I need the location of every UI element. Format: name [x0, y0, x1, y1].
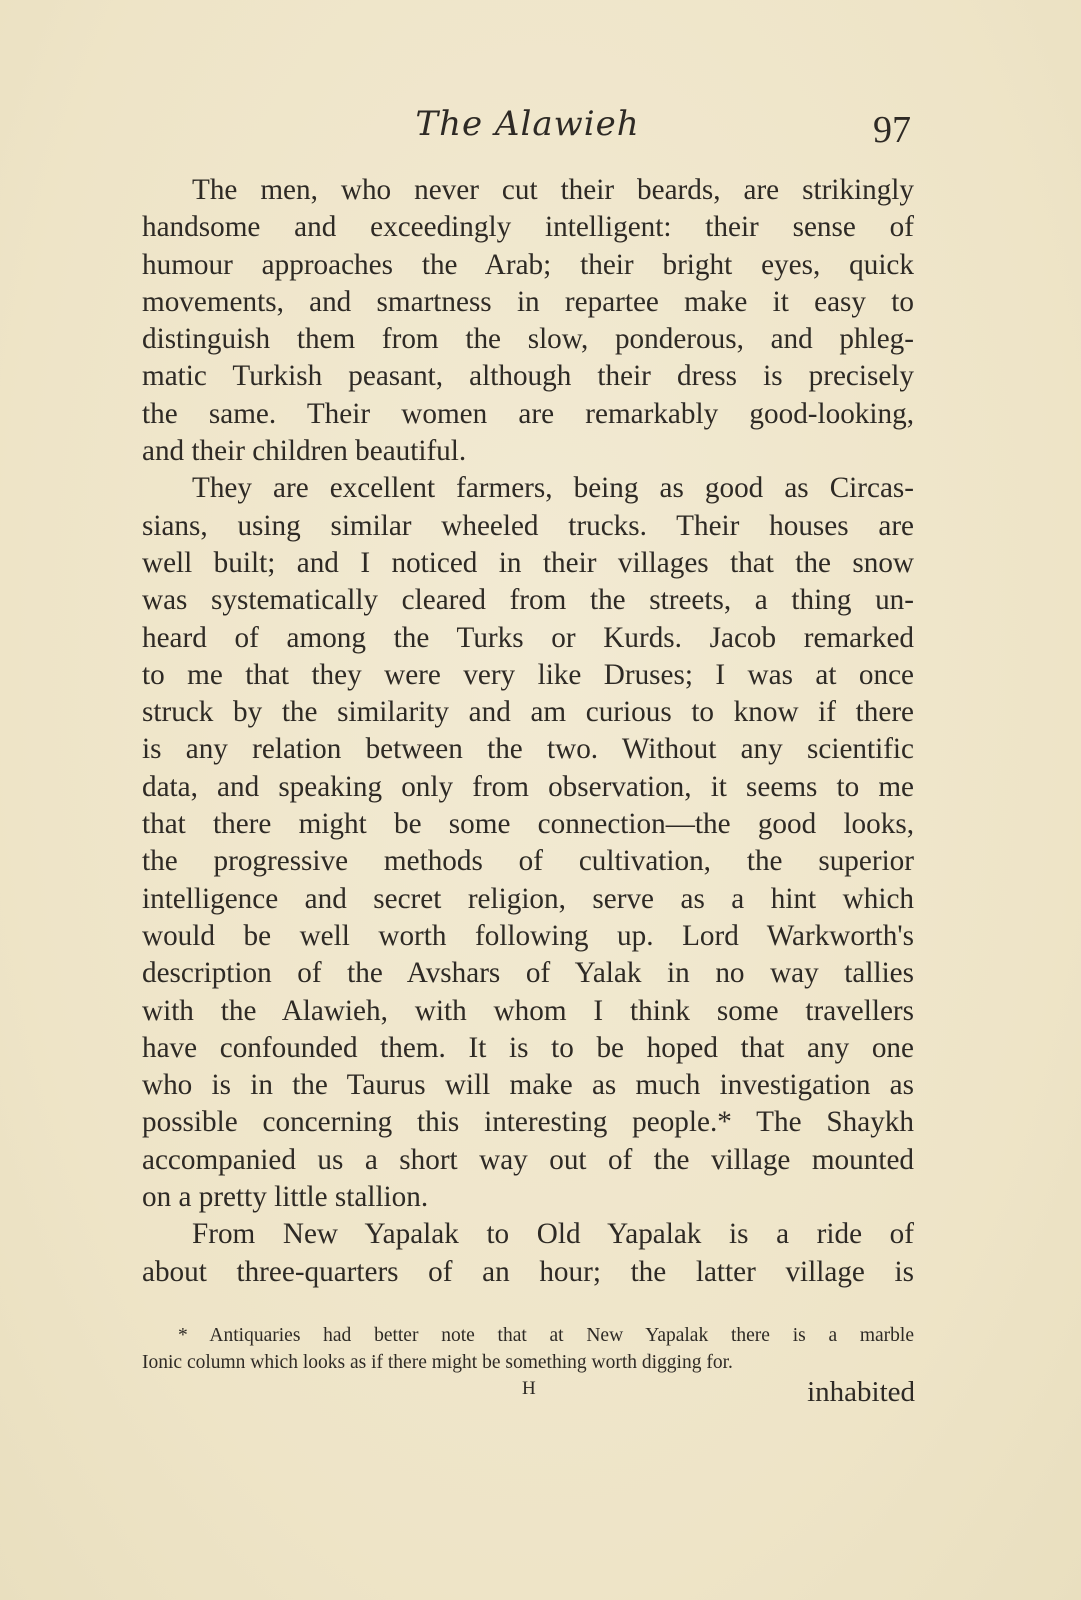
text-line: description of the Avshars of Yalak in no way tallies — [142, 957, 914, 990]
running-head — [140, 104, 915, 154]
text-line: would be well worth following up. Lord Warkworth's — [142, 919, 914, 952]
text-line: sians, using similar wheeled trucks. Their houses are — [142, 509, 914, 542]
page-number: 97 — [873, 109, 911, 151]
text-line: possible concerning this interesting people.* The Shaykh — [142, 1106, 914, 1139]
text-line: about three-quarters of an hour; the latter village is — [142, 1255, 914, 1288]
text-line: intelligence and secret religion, serve as a hint which — [142, 882, 914, 915]
text-line: humour approaches the Arab; their bright eyes, quick — [142, 248, 914, 281]
text-line: From New Yapalak to Old Yapalak is a ride of — [192, 1218, 914, 1251]
paragraph-1 — [142, 172, 914, 470]
text-line: have confounded them. It is to be hoped that any one — [142, 1031, 914, 1064]
text-line: movements, and smartness in repartee make it easy to — [142, 285, 914, 318]
text-line: is any relation between the two. Without any scientific — [142, 733, 914, 766]
running-title: The Alawieh — [415, 104, 640, 144]
text-line: The men, who never cut their beards, are strikingly — [192, 174, 914, 206]
paragraph-3 — [142, 1216, 914, 1291]
text-line: heard of among the Turks or Kurds. Jacob remarked — [142, 621, 914, 654]
text-line: well built; and I noticed in their villages that the snow — [142, 546, 914, 579]
body-text — [142, 172, 914, 1291]
text-line: on a pretty little stallion. — [142, 1181, 429, 1214]
text-line: that there might be some connection—the good looks, — [142, 808, 914, 841]
text-line: data, and speaking only from observation, it seems to me — [142, 770, 914, 803]
text-line: handsome and exceedingly intelligent: their sense of — [142, 211, 914, 244]
footnote — [142, 1322, 914, 1376]
text-line: They are excellent farmers, being as good as Circas- — [192, 472, 914, 505]
text-line: and their children beautiful. — [142, 435, 467, 468]
text-line: with the Alawieh, with whom I think some travellers — [142, 994, 914, 1027]
text-line: accompanied us a short way out of the village mounted — [142, 1143, 914, 1176]
paragraph-2 — [142, 470, 914, 1216]
text-line: the progressive methods of cultivation, the superior — [142, 845, 914, 878]
footnote-line: * Antiquaries had better note that at New Yapalak there is a marble — [178, 1325, 914, 1346]
footnote-line: Ionic column which looks as if there might be something worth digging for. — [142, 1352, 733, 1373]
text-line: the same. Their women are remarkably good-looking, — [142, 397, 914, 430]
signature-mark: H — [522, 1378, 537, 1399]
text-line: to me that they were very like Druses; I was at once — [142, 658, 914, 691]
catchword: inhabited — [807, 1376, 915, 1408]
text-line: was systematically cleared from the streets, a thing un- — [142, 584, 914, 617]
text-line: distinguish them from the slow, ponderous, and phleg- — [142, 323, 914, 356]
text-line: matic Turkish peasant, although their dress is precisely — [142, 360, 914, 393]
text-line: who is in the Taurus will make as much investigation as — [142, 1069, 914, 1102]
text-line: struck by the similarity and am curious to know if there — [142, 696, 914, 729]
